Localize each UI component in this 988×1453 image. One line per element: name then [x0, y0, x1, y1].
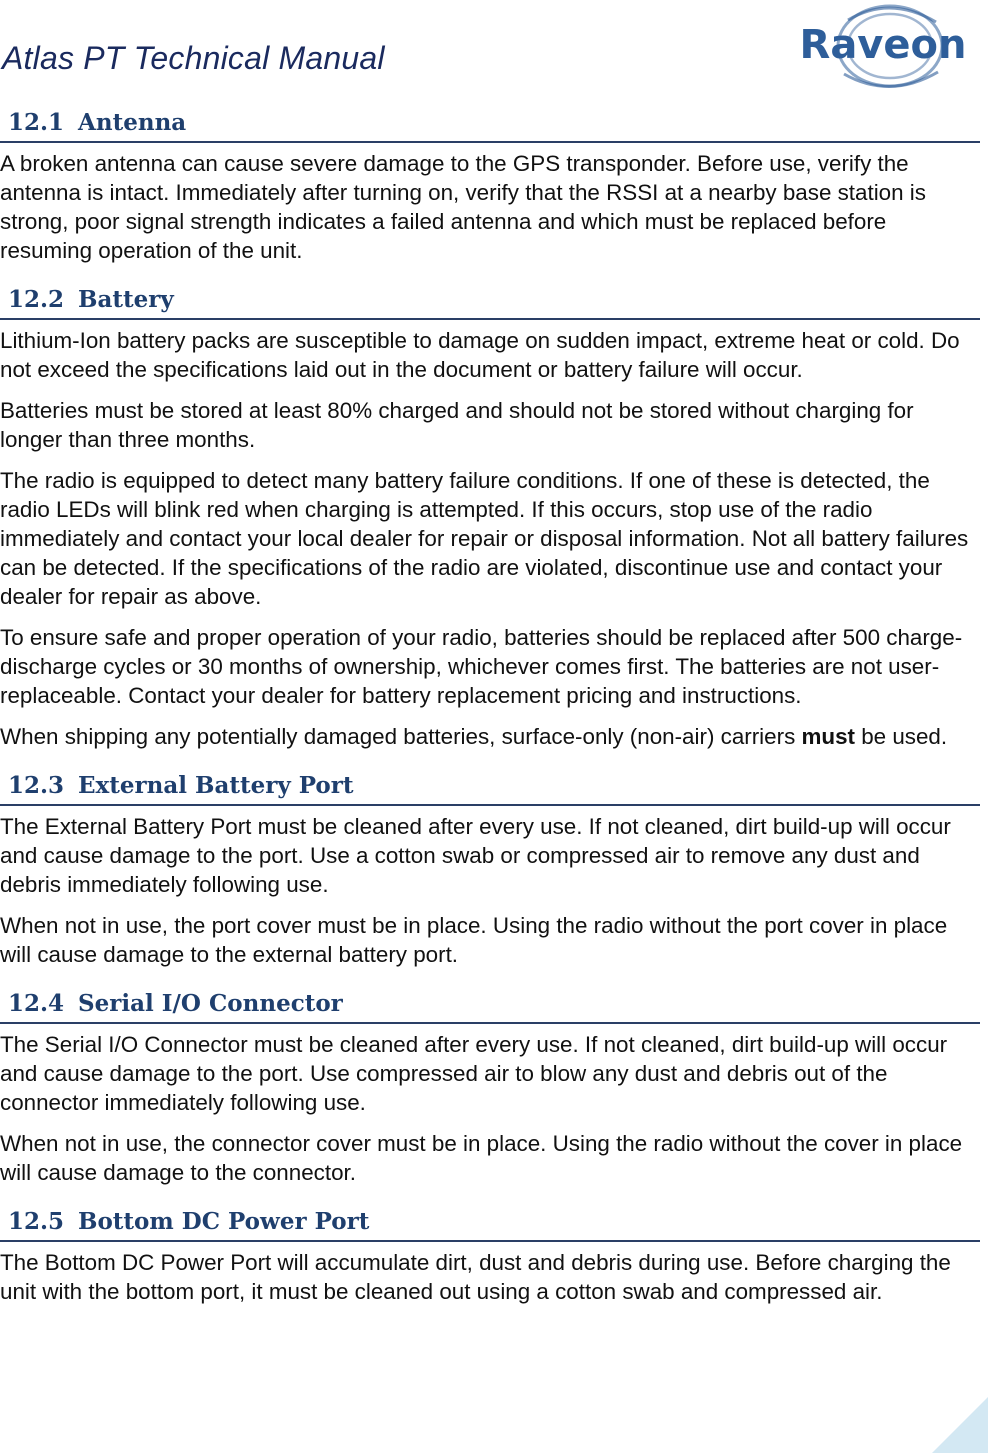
logo-text: Raveon: [799, 22, 967, 68]
paragraph: Batteries must be stored at least 80% charged and should not be stored without charging for longer than three months.: [0, 398, 914, 452]
section-title: Serial I/O Connector: [78, 990, 343, 1017]
section-heading: [0, 987, 980, 1024]
section-title: Antenna: [78, 109, 187, 136]
paragraph: The radio is equipped to detect many battery failure conditions. If one of these is detected, the radio LEDs will blink red when charging is attempted. If this occurs, stop use of the radio immediately and contact your local dealer for repair or disposal information. Not all battery failures can be detected. If the specifications of the radio are violated, discontinue use and contact your dealer for repair as above.: [0, 468, 969, 609]
section-antenna: [0, 106, 980, 265]
section-heading: [0, 106, 980, 143]
paragraph: Lithium-Ion battery packs are susceptible to damage on sudden impact, extreme heat or cold. Do not exceed the specifications laid out in the document or battery failure will occur.: [0, 328, 960, 382]
shipping-text-after: be used.: [854, 724, 948, 749]
section-serial-io-connector: [0, 987, 980, 1187]
shipping-text-before: When shipping any potentially damaged batteries, surface-only (non-air) carriers: [0, 724, 802, 749]
section-heading: [0, 769, 980, 806]
shipping-paragraph: [0, 722, 980, 751]
section-battery: [0, 283, 980, 751]
paragraph: To ensure safe and proper operation of your radio, batteries should be replaced after 500 charge-discharge cycles or 30 months of ownership, whichever comes first. The batteries are not user-replaceable. Contact your dealer for battery replacement pricing and instructions.: [0, 625, 963, 708]
paragraph: When not in use, the connector cover must be in place. Using the radio without the cover in place will cause damage to the connector.: [0, 1131, 963, 1185]
section-heading: [0, 283, 980, 320]
section-number: 12.5: [8, 1208, 65, 1235]
section-title: External Battery Port: [78, 772, 354, 799]
section-bottom-dc-power-port: [0, 1205, 980, 1306]
paragraph: The Bottom DC Power Port will accumulate dirt, dust and debris during use. Before charging the unit with the bottom port, it must be cleaned out using a cotton swab and compressed air.: [0, 1250, 951, 1304]
page-corner-decoration: [932, 1397, 988, 1453]
paragraph: A broken antenna can cause severe damage to the GPS transponder. Before use, verify the antenna is intact. Immediately after turning on, verify that the RSSI at a nearby base station is strong, poor signal strength indicates a failed antenna and which must be replaced before resuming operation of the unit.: [0, 151, 926, 263]
paragraph: The External Battery Port must be cleaned after every use. If not cleaned, dirt build-up will occur and cause damage to the port. Use a cotton swab or compressed air to remove any dust and debris immediately following use.: [0, 814, 951, 897]
paragraph: When not in use, the port cover must be in place. Using the radio without the port cover in place will cause damage to the external battery port.: [0, 913, 948, 967]
section-title: Battery: [78, 286, 174, 313]
document-body: [0, 106, 980, 1318]
section-number: 12.3: [8, 772, 65, 799]
section-number: 12.4: [8, 990, 65, 1017]
section-number: 12.2: [8, 286, 65, 313]
paragraph: The Serial I/O Connector must be cleaned after every use. If not cleaned, dirt build-up will occur and cause damage to the port. Use compressed air to blow any dust and debris out of the connector immediately following use.: [0, 1032, 948, 1115]
raveon-logo: [778, 0, 988, 100]
section-external-battery-port: [0, 769, 980, 969]
shipping-emphasis: must: [801, 724, 855, 749]
section-title: Bottom DC Power Port: [78, 1208, 370, 1235]
section-heading: [0, 1205, 980, 1242]
section-number: 12.1: [8, 109, 65, 136]
document-title: Atlas PT Technical Manual: [2, 40, 385, 76]
